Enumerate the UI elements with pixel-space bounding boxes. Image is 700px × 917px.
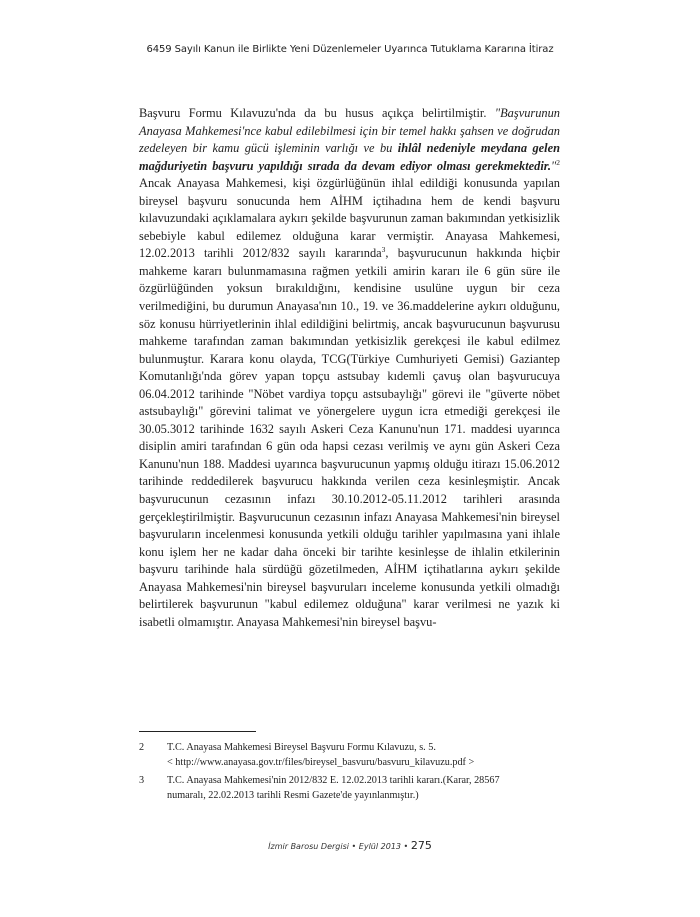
footer-separator: • [348, 842, 359, 851]
footnotes [139, 740, 560, 806]
footnote-url[interactable]: < http://www.anayasa.gov.tr/files/bireysel_basvuru/basvuru_kilavuzu.pdf > [167, 757, 475, 768]
body-run: Ancak Anayasa Mahkemesi, kişi özgürlüğünün ihlal edildiği konusunda yapılan bireysel başvuru sonucunda hem AİHM içtihadına hem de kendi başvuru kılavuzundaki açıklamalara aykırı şekilde başvurunun zaman bakımından yetkisizlik sebebiyle kabul edilemez olduğuna karar vermiştir. Anayasa Mahkemesi, 12.02.2013 tarihli 2012/832 sayılı kararında [139, 176, 560, 261]
footnote-line: T.C. Anayasa Mahkemesi Bireysel Başvuru Formu Kılavuzu, s. 5. [167, 742, 436, 753]
quote-bold-italic: ihlâl nedeniyle meydana gelen mağduriyetin başvuru yapıldığı sırada da devam ediyor olması gerekmektedir. [139, 141, 560, 173]
footnote-2 [139, 740, 560, 770]
body-run: , başvurucunun hakkında hiçbir mahkeme kararı bulunmamasına rağmen yetkili amirin kararı ile 6 gün süre ile özgürlüğünden yoksun bırakıldığını, kendisine usulüne uygun bir ceza verilmediğini, bu durumun Anayasa'nın 10., 19. ve 36.maddelerine aykırı olduğunu, söz konusu hürriyetlerinin ihlal edildiğini belirtmiş, ancak başvurucunun başvurusu mahkeme tarafından zaman bakımından yetkisizlik gerekçesi ile kabul edilmez bulunmuştur. Karara konu olayda, TCG(Türkiye Cumhuriyeti Gemisi) Gaziantep Komutanlığı'nda görev yapan topçu astsubay kıdemli çavuş olan başvurucuya 06.04.2012 tarihinde "Nöbet vardiya topçu astsubaylığı" görevi ile "güverte nöbet astsubaylığı" görevini talimat ve yönergelere uygun icra etmediği gerekçesi ile 30.05.3012 tarihinde 1632 sayılı Askeri Ceza Kanunu'nun 171. maddesi uyarınca disiplin amiri tarafından 6 gün oda hapsi cezası verilmiş ve aynı gün Askeri Ceza Kanunu'nun 188. Maddesi uyarınca başvurucunun yapmış olduğu itirazı 15.06.2012 tarihinde reddedilerek başvurucu hakkında verilen ceza kesinleşmiştir. Ancak başvurucunun cezasının infazı 30.10.2012-05.11.2012 tarihleri arasında gerçekleştirilmiştir. Başvurucunun cezasının infazı Anayasa Mahkemesi'nin bireysel başvuruların incelenmesi konusunda yetkili olduğu tarihler yapılmasına yani ihlale konu işlem her ne kadar daha önceki bir tarihte kesinleşse de ihlalin etkilerinin başvuru tarihinde hala sürdüğü gözetilmeden, AİHM içtihatlarına aykırı şekilde Anayasa Mahkemesi'nin bireysel başvuruları inceleme konusunda yetkili olmadığı belirtilerek başvurunun "kabul edilemez olduğuna" karar verilmesi ne yazık ki isabetli olmamıştır. Anayasa Mahkemesi'nin bireysel başvu- [139, 246, 560, 629]
journal-issue: Eylül 2013 [358, 842, 402, 851]
journal-name: İzmir Barosu Dergisi [268, 842, 349, 851]
body-paragraph [139, 105, 560, 631]
footnote-text [167, 773, 560, 803]
footnote-ref-3[interactable]: 3 [381, 245, 386, 255]
footnote-line: numaralı, 22.02.2013 tarihli Resmi Gazete'de yayınlanmıştır.) [167, 790, 419, 801]
quote-italic: "Başvurunun Anayasa Mahkemesi'nce kabul edilebilmesi için bir temel hakkı şahsen ve doğrudan zedeleyen bir kamu gücü işleminin varlığı ve bu [139, 106, 560, 156]
quote-close: " [551, 158, 557, 173]
page-number: 275 [410, 839, 432, 852]
footer-separator: • [401, 842, 411, 851]
body-text [139, 105, 560, 631]
footnote-text [167, 740, 560, 770]
page-footer [0, 839, 700, 852]
running-head: 6459 Sayılı Kanun ile Birlikte Yeni Düzenlemeler Uyarınca Tutuklama Kararına İtiraz [146, 44, 554, 55]
footnote-line: T.C. Anayasa Mahkemesi'nin 2012/832 E. 12.02.2013 tarihli kararı.(Karar, 28567 [167, 775, 500, 786]
footnote-separator [139, 731, 256, 732]
footnote-3 [139, 773, 560, 803]
footnote-number: 2 [139, 742, 145, 753]
footnote-ref-2[interactable]: 2 [556, 157, 560, 167]
footnote-number: 3 [139, 775, 145, 786]
body-run: Başvuru Formu Kılavuzu'nda da bu husus açıkça belirtilmiştir. [139, 106, 495, 120]
